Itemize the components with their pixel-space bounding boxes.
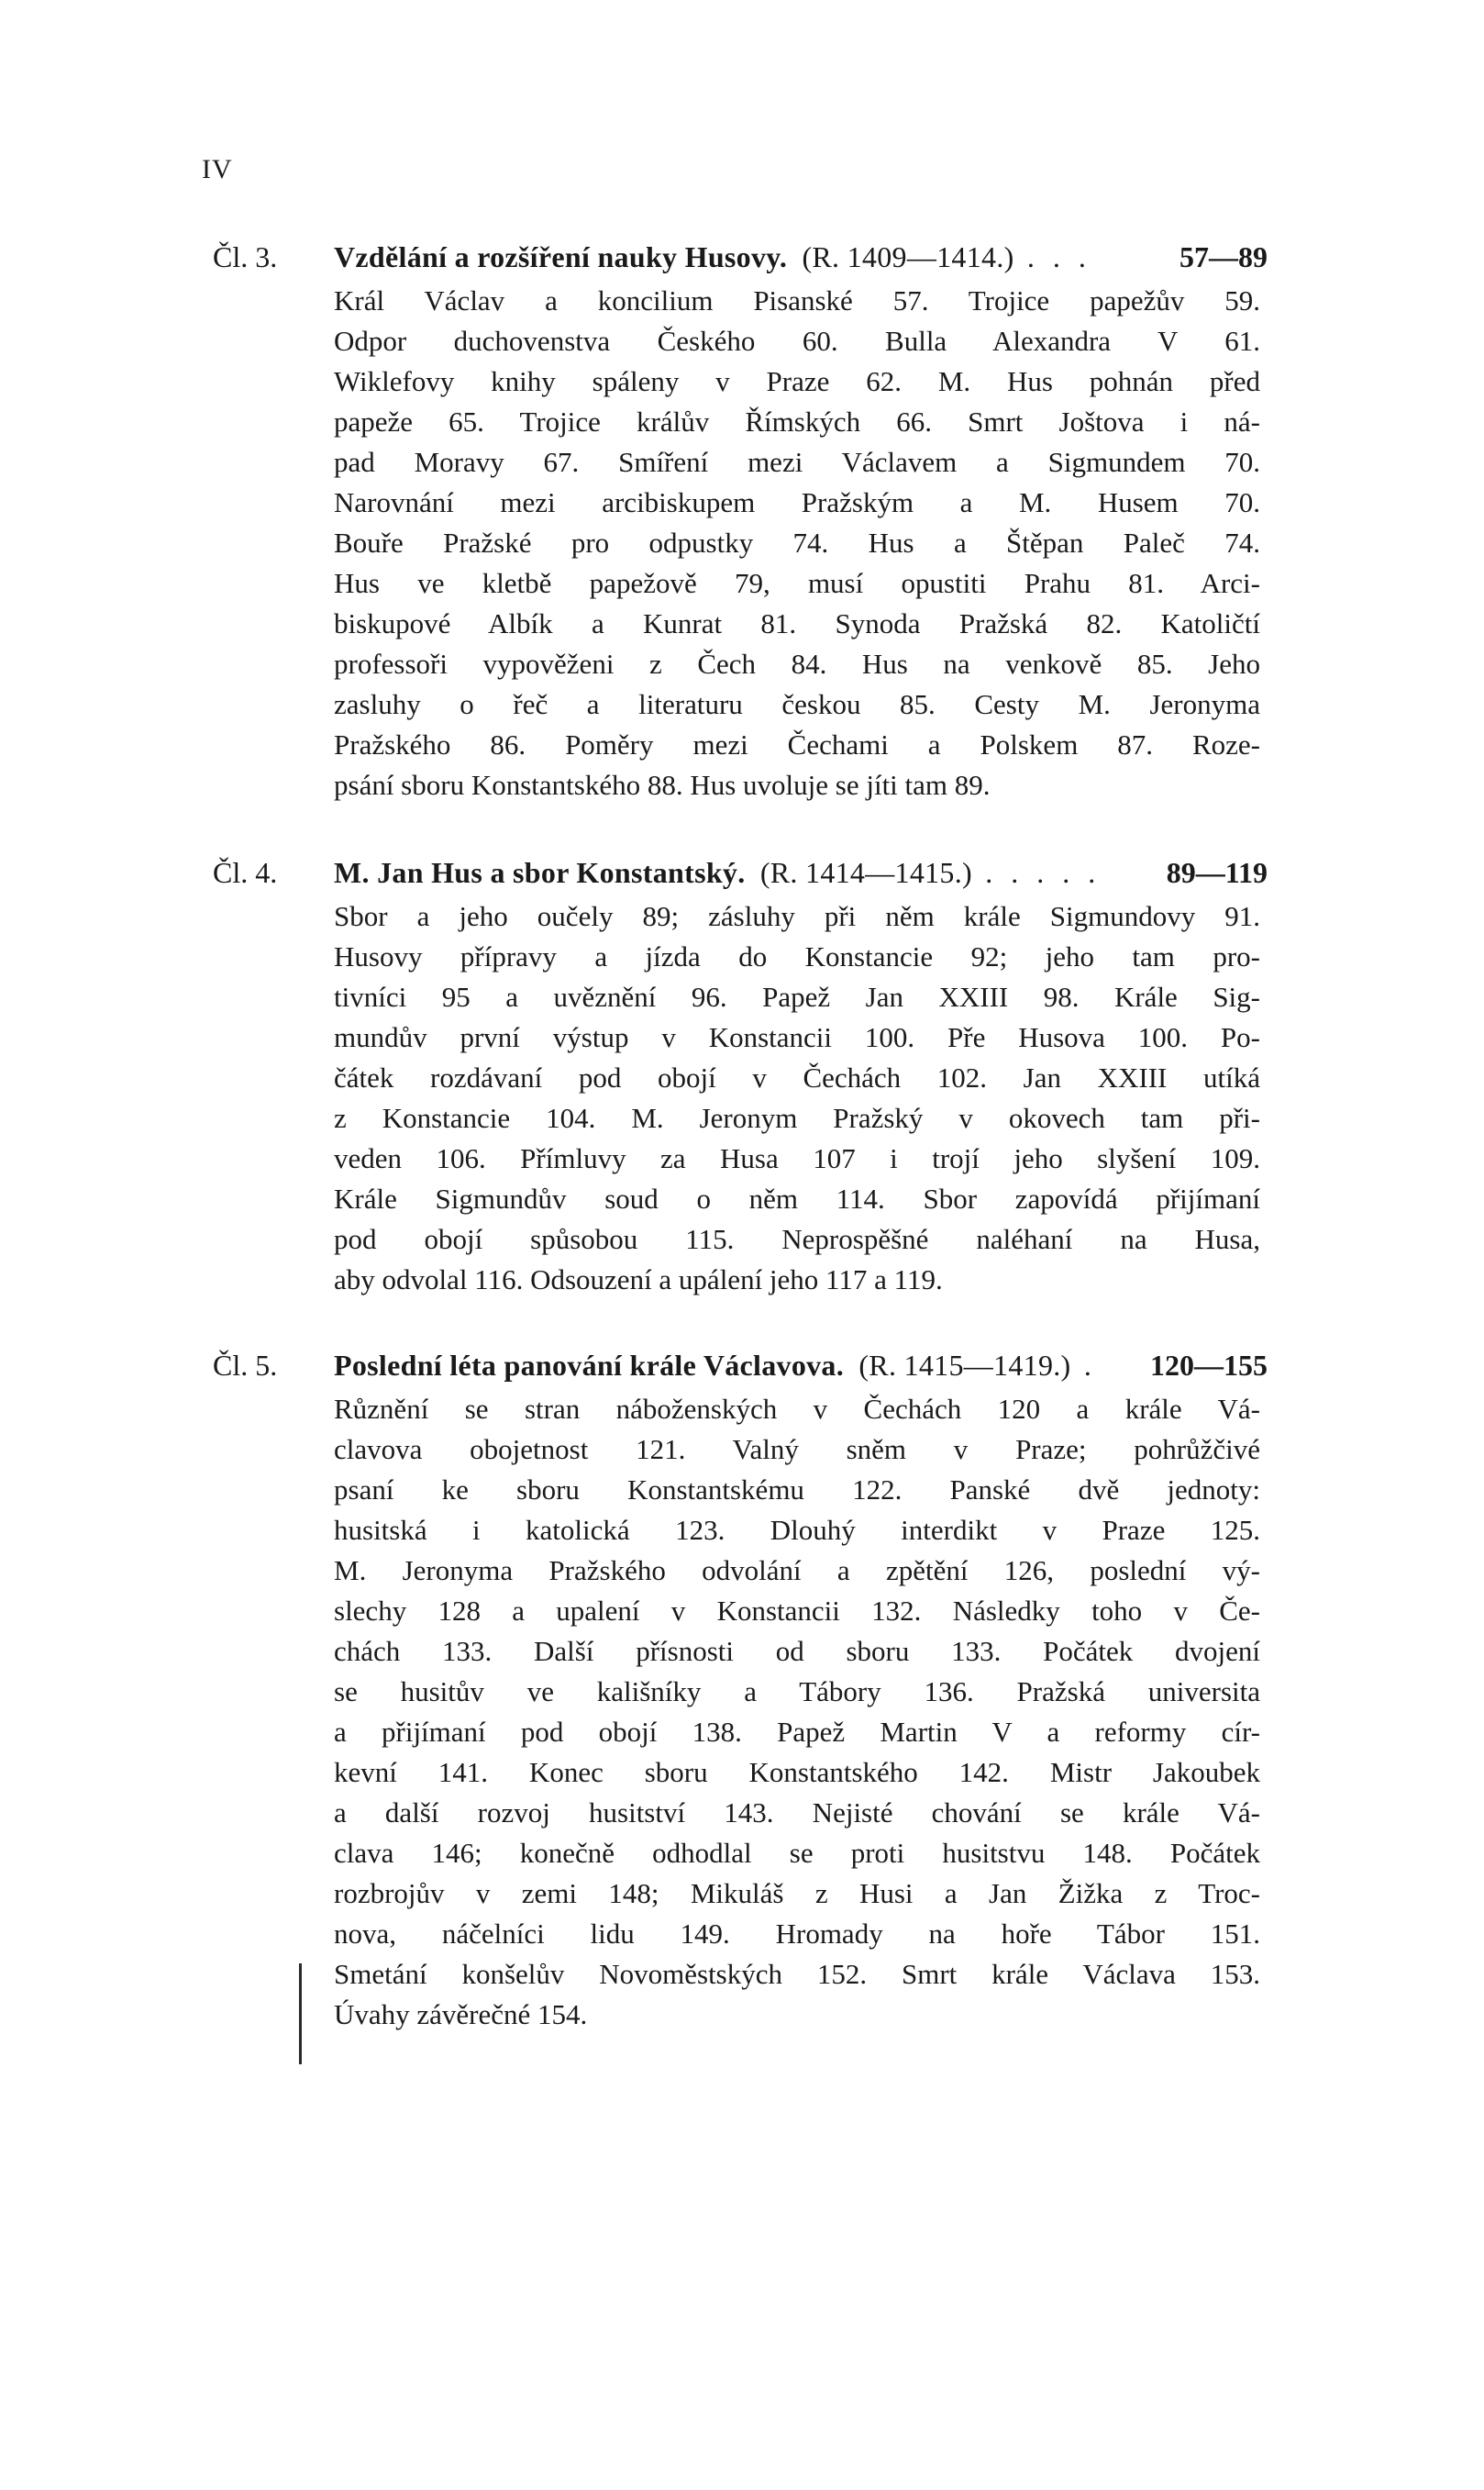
chapter-page-range: 89—119 [1166, 856, 1268, 889]
summary-line: pad Moravy 67. Smíření mezi Václavem a Sigmundem 70. [334, 446, 1260, 478]
summary-line: aby odvolal 116. Odsouzení a upálení jeho 117 a 119. [334, 1263, 943, 1295]
chapter-title-line [334, 849, 1101, 896]
summary-line: Husovy přípravy a jízda do Konstancie 92; jeho tam pro- [334, 940, 1260, 973]
summary-line: tivníci 95 a uvěznění 96. Papež Jan XXIII 98. Krále Sig- [334, 981, 1260, 1013]
summary-line: Odpor duchovenstva Českého 60. Bulla Alexandra V 61. [334, 325, 1260, 357]
summary-line: zasluhy o řeč a literaturu českou 85. Cesty M. Jeronyma [334, 688, 1260, 720]
chapter-page-range: 120—155 [1150, 1349, 1268, 1382]
chapter-title: Poslední léta panování krále Václavova. [334, 1349, 845, 1382]
summary-line: Narovnání mezi arcibiskupem Pražským a M. Husem 70. [334, 486, 1260, 518]
summary-line: professoři vypověženi z Čech 84. Hus na venkově 85. Jeho [334, 648, 1260, 680]
chapter-page-range: 57—89 [1179, 240, 1268, 273]
margin-pencil-mark [299, 1963, 302, 2064]
summary-line: Smetání konšelův Novoměstských 152. Smrt krále Václava 153. [334, 1958, 1260, 1990]
summary-line: clava 146; konečně odhodlal se proti husitstvu 148. Počátek [334, 1837, 1260, 1869]
chapter-heading [213, 233, 1268, 281]
summary-line: Wiklefovy knihy spáleny v Praze 62. M. Hus pohnán před [334, 365, 1260, 397]
chapter-summary [334, 1389, 1260, 2035]
chapter-years: (R. 1414—1415.) [759, 856, 972, 889]
summary-line: chách 133. Další přísnosti od sboru 133. Počátek dvojení [334, 1635, 1260, 1667]
summary-line: Král Václav a koncilium Pisanské 57. Trojice papežův 59. [334, 284, 1260, 317]
chapter-3 [213, 233, 1268, 806]
chapter-title: Vzdělání a rozšíření nauky Husovy. [334, 240, 788, 273]
summary-line: z Konstancie 104. M. Jeronym Pražský v okovech tam při- [334, 1102, 1260, 1134]
summary-line: Sbor a jeho oučely 89; zásluhy při něm krále Sigmundovy 91. [334, 900, 1260, 932]
chapter-title: M. Jan Hus a sbor Konstantský. [334, 856, 746, 889]
summary-line: čátek rozdávaní pod obojí v Čechách 102. Jan XXIII utíká [334, 1062, 1260, 1094]
summary-line: nova, náčelníci lidu 149. Hromady na hoře Tábor 151. [334, 1918, 1260, 1950]
chapter-number: Čl. 4. [213, 856, 278, 889]
chapter-4 [213, 849, 1268, 1300]
summary-line: Různění se stran náboženských v Čechách 120 a krále Vá- [334, 1393, 1260, 1425]
chapter-heading [213, 849, 1268, 896]
chapter-number: Čl. 3. [213, 240, 278, 273]
summary-line: psání sboru Konstantského 88. Hus uvoluje se jíti tam 89. [334, 769, 991, 801]
summary-line: Hus ve kletbě papežově 79, musí opustiti Prahu 81. Arci- [334, 567, 1260, 599]
leader-dots: . . . [1026, 240, 1091, 273]
chapter-number: Čl. 5. [213, 1349, 278, 1382]
chapter-title-line [334, 1341, 1097, 1389]
chapter-summary [334, 896, 1260, 1300]
chapter-title-line [334, 233, 1091, 281]
summary-line: a přijímaní pod obojí 138. Papež Martin V a reformy cír- [334, 1716, 1260, 1748]
summary-line: Krále Sigmundův soud o něm 114. Sbor zapovídá přijímaní [334, 1183, 1260, 1215]
summary-line: slechy 128 a upalení v Konstancii 132. Následky toho v Če- [334, 1595, 1260, 1627]
summary-line: Pražského 86. Poměry mezi Čechami a Polskem 87. Roze- [334, 728, 1260, 761]
chapter-summary [334, 281, 1260, 806]
summary-line: papeže 65. Trojice králův Římských 66. Smrt Joštova i ná- [334, 406, 1260, 438]
summary-line: M. Jeronyma Pražského odvolání a zpětění 126, poslední vý- [334, 1554, 1260, 1586]
summary-line: husitská i katolická 123. Dlouhý interdikt v Praze 125. [334, 1514, 1260, 1546]
summary-line: clavova obojetnost 121. Valný sněm v Praze; pohrůžčivé [334, 1433, 1260, 1465]
summary-line: Úvahy závěrečné 154. [334, 1998, 588, 2030]
chapter-years: (R. 1409—1414.) [802, 240, 1014, 273]
summary-line: rozbrojův v zemi 148; Mikuláš z Husi a Jan Žižka z Troc- [334, 1877, 1260, 1909]
summary-line: kevní 141. Konec sboru Konstantského 142. Mistr Jakoubek [334, 1756, 1260, 1788]
chapter-years: (R. 1415—1419.) [858, 1349, 1071, 1382]
leader-dots: . [1083, 1349, 1097, 1382]
summary-line: Bouře Pražské pro odpustky 74. Hus a Štěpan Paleč 74. [334, 527, 1260, 559]
chapter-heading [213, 1341, 1268, 1389]
summary-line: mundův první výstup v Konstancii 100. Pře Husova 100. Po- [334, 1021, 1260, 1053]
chapter-5 [213, 1341, 1268, 2035]
summary-line: veden 106. Přímluvy za Husa 107 i trojí jeho slyšení 109. [334, 1142, 1260, 1174]
page-number: IV [202, 154, 233, 184]
leader-dots: . . . . . [985, 856, 1102, 889]
summary-line: pod obojí spůsobou 115. Neprospěšné naléhaní na Husa, [334, 1223, 1260, 1255]
summary-line: psaní ke sboru Konstantskému 122. Panské dvě jednoty: [334, 1473, 1260, 1506]
summary-line: a další rozvoj husitství 143. Nejisté chování se krále Vá- [334, 1796, 1260, 1829]
summary-line: se husitův ve kališníky a Tábory 136. Pražská universita [334, 1675, 1260, 1707]
summary-line: biskupové Albík a Kunrat 81. Synoda Pražská 82. Katoličtí [334, 607, 1260, 639]
